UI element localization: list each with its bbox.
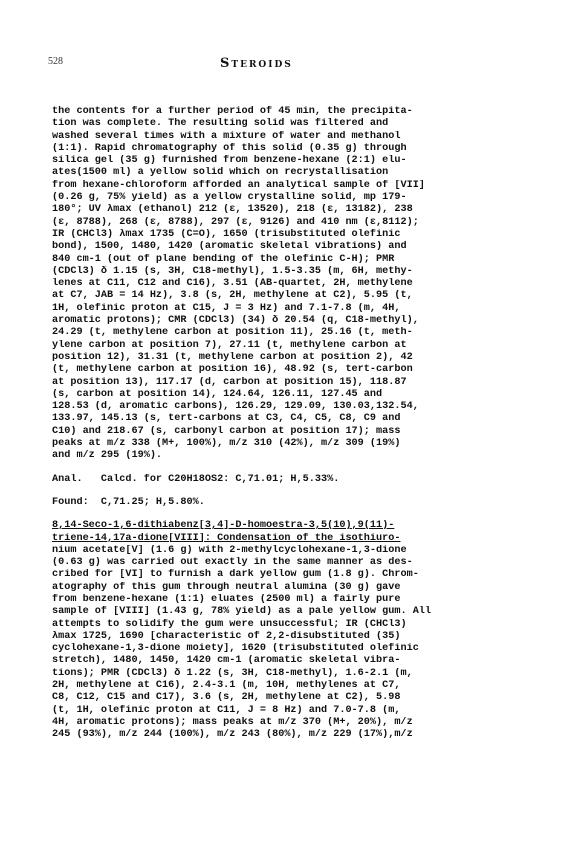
text-line: (t, methylene carbon at position 16), 48.92 (s, tert-carbon	[52, 364, 413, 376]
text-line: IR (CHCl3) λmax 1735 (C=O), 1650 (trisubstituted olefinic	[52, 228, 401, 240]
text-line: at position 13), 117.17 (d, carbon at position 15), 118.87	[52, 376, 407, 388]
text-line: (s, carbon at position 14), 124.64, 126.11, 127.45 and	[52, 388, 383, 400]
text-line: aromatic protons); CMR (CDCl3) (34) δ 20.54 (q, C18-methyl),	[52, 315, 419, 327]
text-line: C8, C12, C15 and C17), 3.6 (s, 2H, methylene at C2), 5.98	[52, 692, 401, 704]
text-line: from benzene-hexane (1:1) eluates (2500 ml) a fairly pure	[52, 593, 401, 605]
analysis-found: Found: C,71.25; H,5.80%.	[52, 496, 205, 508]
text-line: 1H, olefinic proton at C15, J = 3 Hz) and 7.1-7.8 (m, 4H,	[52, 302, 401, 314]
text-line: ylene carbon at position 7), 27.11 (t, methylene carbon at	[52, 339, 407, 351]
text-line: sample of [VIII] (1.43 g, 78% yield) as a pale yellow gum. All	[52, 606, 432, 618]
text-line: 8,14-Seco-1,6-dithiabenz[3,4]-D-homoestra-3,5(10),9(11)-	[52, 520, 395, 532]
text-line: 133.97, 145.13 (s, tert-carbons at C3, C4, C5, C8, C9 and	[52, 413, 401, 425]
text-line: λmax 1725, 1690 [characteristic of 2,2-disubstituted (35)	[52, 630, 401, 642]
text-line: triene-14,17a-dione[VIII]: Condensation of the isothiuro-	[52, 532, 401, 544]
experimental-paragraph-viii	[52, 520, 526, 741]
text-line: atography of this gum through neutral alumina (30 g) gave	[52, 581, 401, 593]
text-line: the contents for a further period of 45 min, the precipita-	[52, 106, 413, 117]
text-line: attempts to solidify the gum were unsuccessful; IR (CHCl3)	[52, 618, 407, 630]
text-line: at C7, JAB = 14 Hz), 3.8 (s, 2H, methylene at C2), 5.95 (t,	[52, 290, 413, 302]
text-line: nium acetate[V] (1.6 g) with 2-methylcyclohexane-1,3-dione	[52, 544, 407, 556]
text-line: 245 (93%), m/z 244 (100%), m/z 243 (80%), m/z 229 (17%),m/z	[52, 729, 413, 741]
text-line: ates(1500 ml) a yellow solid which on recrystallisation	[52, 167, 389, 179]
text-line: C10) and 218.67 (s, carbonyl carbon at position 17); mass	[52, 425, 401, 437]
text-line: silica gel (35 g) furnished from benzene-hexane (2:1) elu-	[52, 155, 407, 167]
text-line: 180°; UV λmax (ethanol) 212 (ε, 13520), 218 (ε, 13182), 238	[52, 204, 413, 216]
text-line: 24.29 (t, methylene carbon at position 11), 25.16 (t, meth-	[52, 327, 413, 339]
text-line: cyclohexane-1,3-dione moiety], 1620 (trisubstituted olefinic	[52, 643, 419, 655]
text-line: tion was complete. The resulting solid was filtered and	[52, 118, 389, 130]
experimental-paragraph-vii	[52, 106, 526, 463]
text-line: bond), 1500, 1480, 1420 (aromatic skeletal vibrations) and	[52, 241, 407, 253]
text-line: (t, 1H, olefinic proton at C11, J = 8 Hz) and 7.0-7.8 (m,	[52, 704, 401, 716]
text-line: (CDCl3) δ 1.15 (s, 3H, C18-methyl), 1.5-3.35 (m, 6H, methy-	[52, 265, 413, 277]
text-line: 4H, aromatic protons); mass peaks at m/z 370 (M+, 20%), m/z	[52, 716, 413, 728]
analysis-calculated: Anal. Calcd. for C20H18OS2: C,71.01; H,5.33%.	[52, 473, 340, 485]
page-body	[52, 106, 526, 742]
text-line: (0.63 g) was carried out exactly in the same manner as des-	[52, 557, 413, 569]
text-line: (ε, 8788), 268 (ε, 8788), 297 (ε, 9126) and 410 nm (ε,8112);	[52, 216, 419, 228]
text-line: peaks at m/z 338 (M+, 100%), m/z 310 (42%), m/z 309 (19%)	[52, 438, 401, 450]
running-head: Steroids	[220, 56, 293, 71]
text-line: lenes at C11, C12 and C16), 3.51 (AB-quartet, 2H, methylene	[52, 278, 413, 290]
text-line: 128.53 (d, aromatic carbons), 126.29, 129.09, 130.03,132.54,	[52, 401, 419, 413]
text-line: cribed for [VI] to furnish a dark yellow gum (1.8 g). Chrom-	[52, 569, 419, 581]
text-line: position 12), 31.31 (t, methylene carbon at position 2), 42	[52, 351, 413, 363]
text-line: 2H, methylene at C16), 2.4-3.1 (m, 10H, methylenes at C7,	[52, 680, 401, 692]
text-line: 840 cm-1 (out of plane bending of the olefinic C-H); PMR	[52, 253, 395, 265]
page-number: 528	[48, 56, 63, 67]
text-line: from hexane-chloroform afforded an analytical sample of [VII]	[52, 179, 425, 191]
text-line: washed several times with a mixture of water and methanol	[52, 130, 401, 142]
text-line: (0.26 g, 75% yield) as a yellow crystalline solid, mp 179-	[52, 192, 407, 204]
text-line: stretch), 1480, 1450, 1420 cm-1 (aromatic skeletal vibra-	[52, 655, 401, 667]
text-line: and m/z 295 (19%).	[52, 450, 163, 462]
text-line: tions); PMR (CDCl3) δ 1.22 (s, 3H, C18-methyl), 1.6-2.1 (m,	[52, 667, 413, 679]
text-line: (1:1). Rapid chromatography of this solid (0.35 g) through	[52, 142, 407, 154]
